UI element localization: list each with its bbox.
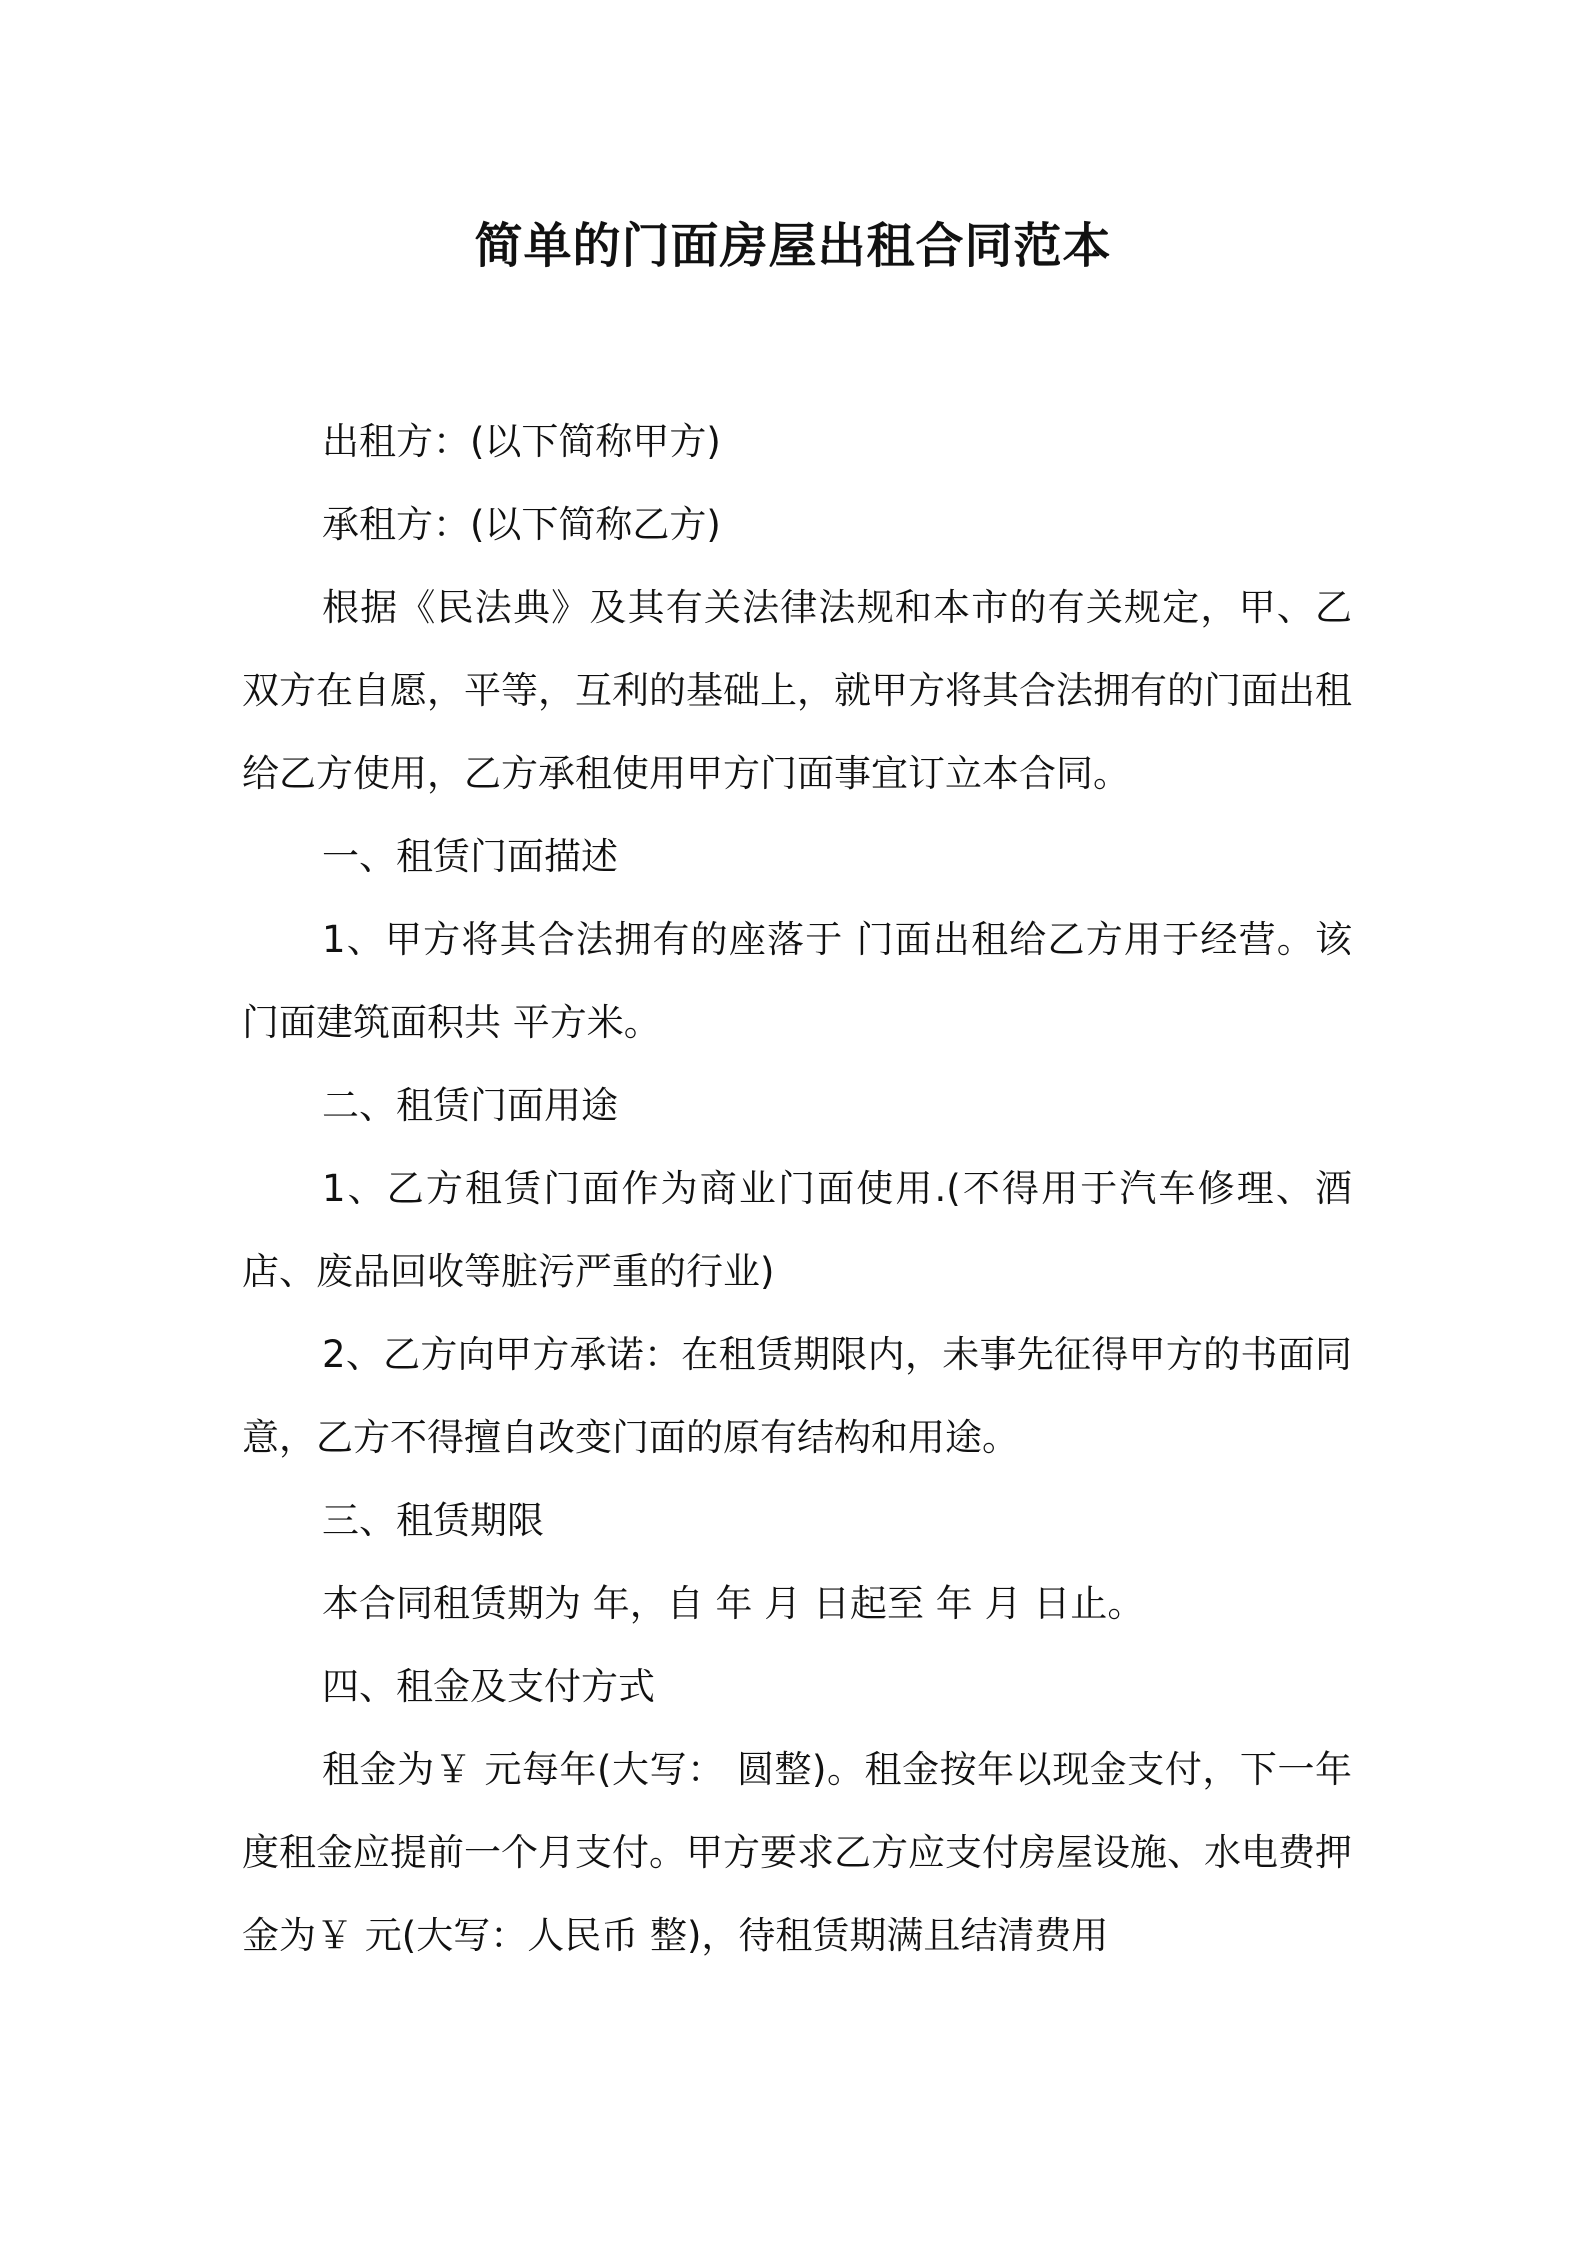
section-heading-1: 一、租赁门面描述 — [322, 835, 618, 878]
section-heading-2: 二、租赁门面用途 — [322, 1084, 618, 1127]
paragraph-section-4: 租金为￥ 元每年(大写： 圆整)。租金按年以现金支付，下一年度租金应提前一个月支付。甲方要求乙方应支付房屋设施、水电费押金为￥ 元(大写：人民币 整)，待租赁期满且结清费用 — [242, 1748, 1352, 1957]
paragraph-section-1-item-1: 1、甲方将其合法拥有的座落于 门面出租给乙方用于经营。该门面建筑面积共 平方米。 — [242, 918, 1352, 1044]
paragraph-preamble: 根据《民法典》及其有关法律法规和本市的有关规定，甲、乙双方在自愿，平等，互利的基础上，就甲方将其合法拥有的门面出租给乙方使用，乙方承租使用甲方门面事宜订立本合同。 — [242, 586, 1352, 795]
paragraph-lessee: 承租方：(以下简称乙方) — [322, 503, 721, 546]
paragraph-lessor: 出租方：(以下简称甲方) — [322, 420, 721, 463]
document-body — [242, 400, 1352, 1977]
document-title: 简单的门面房屋出租合同范本 — [474, 218, 1112, 274]
paragraph-section-3: 本合同租赁期为 年，自 年 月 日起至 年 月 日止。 — [322, 1582, 1145, 1625]
paragraph-section-2-item-2: 2、乙方向甲方承诺：在租赁期限内，未事先征得甲方的书面同意，乙方不得擅自改变门面的原有结构和用途。 — [242, 1333, 1352, 1459]
paragraph-section-2-item-1: 1、乙方租赁门面作为商业门面使用.(不得用于汽车修理、酒店、废品回收等脏污严重的行业) — [242, 1167, 1352, 1293]
section-heading-3: 三、租赁期限 — [322, 1499, 544, 1542]
section-heading-4: 四、租金及支付方式 — [322, 1665, 655, 1708]
